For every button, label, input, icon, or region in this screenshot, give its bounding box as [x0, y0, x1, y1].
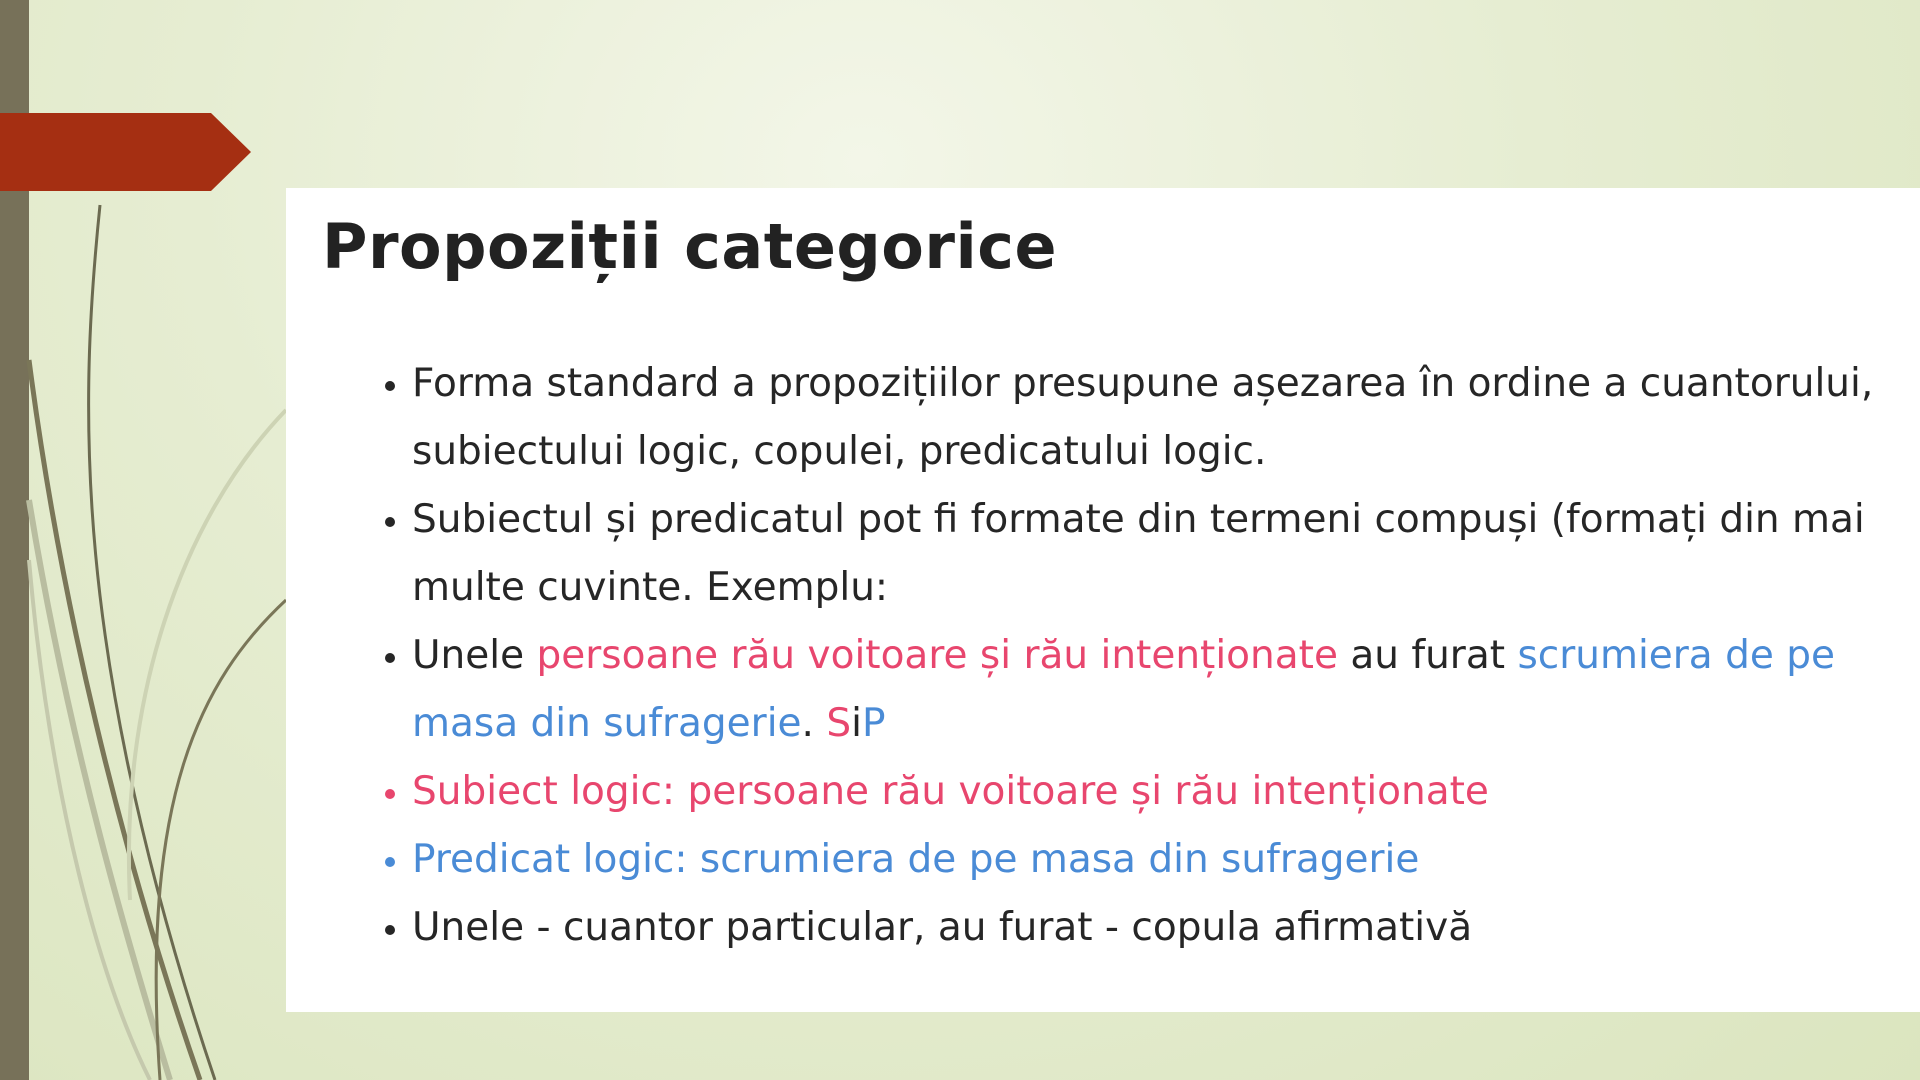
- bullet-text: Unele - cuantor particular, au furat - copula afirmativă: [412, 905, 1473, 950]
- bullet-text: Subiectul și predicatul pot fi formate din termeni compuși (formați din mai multe cuvinte. Exemplu:: [412, 497, 1865, 610]
- bullet-item: [412, 758, 1892, 826]
- bullet-item: [412, 486, 1892, 622]
- quantifier-text: Unele: [412, 633, 537, 678]
- bullet-text: Forma standard a propozițiilor presupune așezarea în ordine a cuantorului, subiectului logic, copulei, predicatului logic.: [412, 361, 1874, 474]
- bullet-item: [412, 350, 1892, 486]
- bullet-item: [412, 622, 1892, 758]
- bullet-item: [412, 894, 1892, 962]
- sip-p: P: [861, 701, 886, 746]
- predicate-text: scrumiera de pe masa din sufragerie: [412, 633, 1835, 746]
- title-arrow-decoration: [0, 113, 251, 191]
- subject-logic-text: Subiect logic: persoane rău voitoare și rău intenționate: [412, 769, 1489, 814]
- copula-text: au furat: [1337, 633, 1518, 678]
- content-panel: [286, 188, 1920, 1012]
- slide-title: Propoziții categorice: [322, 210, 1058, 283]
- sip-s: S: [826, 701, 852, 746]
- predicate-logic-text: Predicat logic: scrumiera de pe masa din sufragerie: [412, 837, 1420, 882]
- period-text: .: [801, 701, 827, 746]
- sip-i: i: [851, 701, 862, 746]
- bullet-item: [412, 826, 1892, 894]
- subject-text: persoane rău voitoare și rău intenționate: [536, 633, 1338, 678]
- bullet-list: [372, 350, 1892, 962]
